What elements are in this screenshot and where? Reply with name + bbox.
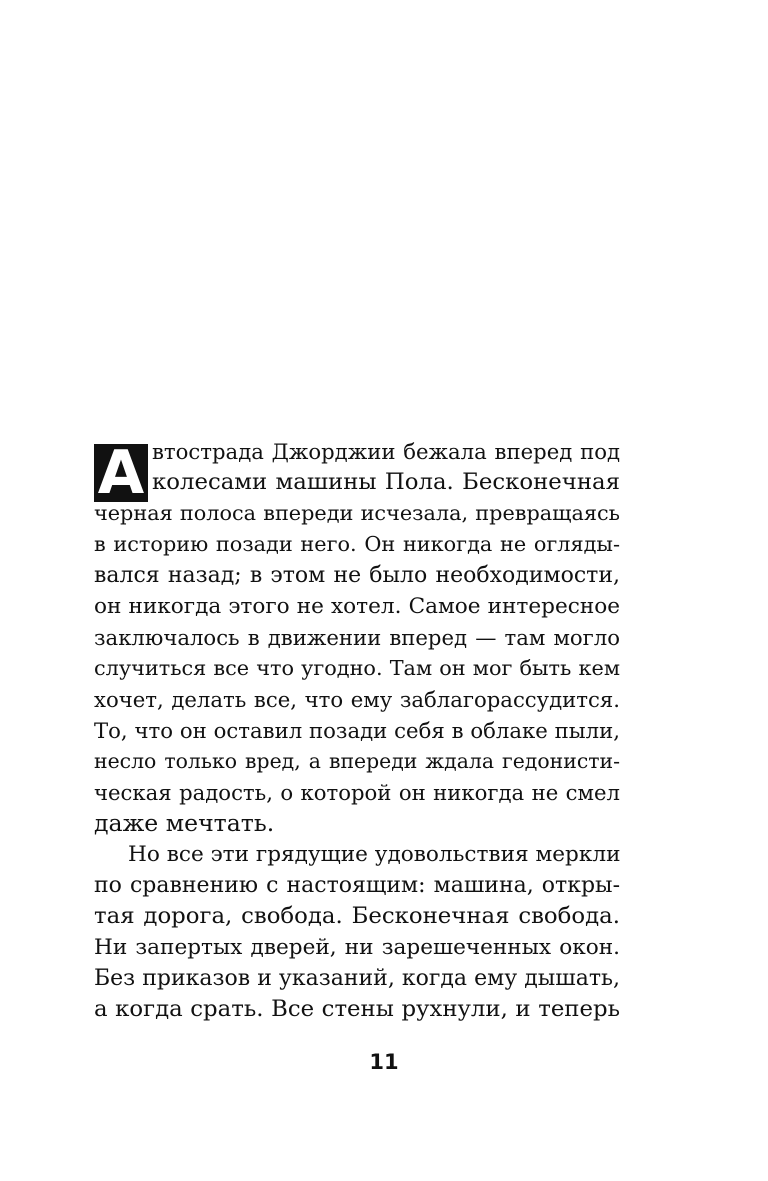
text-line: Но все эти грядущие удовольствия меркли	[128, 842, 621, 867]
text-line: заключалось в движении вперед — там могло	[94, 625, 620, 650]
text-line: черная полоса впереди исчезала, превращаясь	[94, 501, 620, 525]
text-line: по сравнению с настоящим: машина, откры-	[94, 873, 620, 898]
text-line: Без приказов и указаний, когда ему дышать,	[94, 966, 620, 991]
text-line: даже мечтать.	[94, 809, 275, 837]
text-line: То, что он оставил позади себя в облаке пыли,	[94, 718, 620, 743]
text-line: он никогда этого не хотел. Самое интересное	[94, 594, 620, 619]
drop-cap-letter: А	[97, 438, 145, 508]
text-line: хочет, делать все, что ему заблагорассудится.	[94, 687, 620, 712]
text-line: случиться все что угодно. Там он мог быть кем	[94, 656, 620, 680]
drop-cap	[94, 438, 148, 508]
text-line: а когда срать. Все стены рухнули, и теперь	[94, 996, 620, 1022]
text-line: несло только вред, а впереди ждала гедонисти-	[94, 749, 620, 773]
page-number: 11	[369, 1050, 399, 1074]
text-line: ческая радость, о которой он никогда не смел	[94, 780, 620, 805]
text-line: Ни запертых дверей, ни зарешеченных окон.	[94, 935, 620, 960]
text-line: тая дорога, свобода. Бесконечная свобода.	[94, 903, 620, 929]
text-line: колесами машины Пола. Бесконечная	[152, 469, 620, 495]
text-line: в историю позади него. Он никогда не огляды-	[94, 532, 620, 556]
text-line: вался назад; в этом не было необходимости,	[94, 563, 620, 588]
text-line: втострада Джорджии бежала вперед под	[152, 439, 620, 464]
